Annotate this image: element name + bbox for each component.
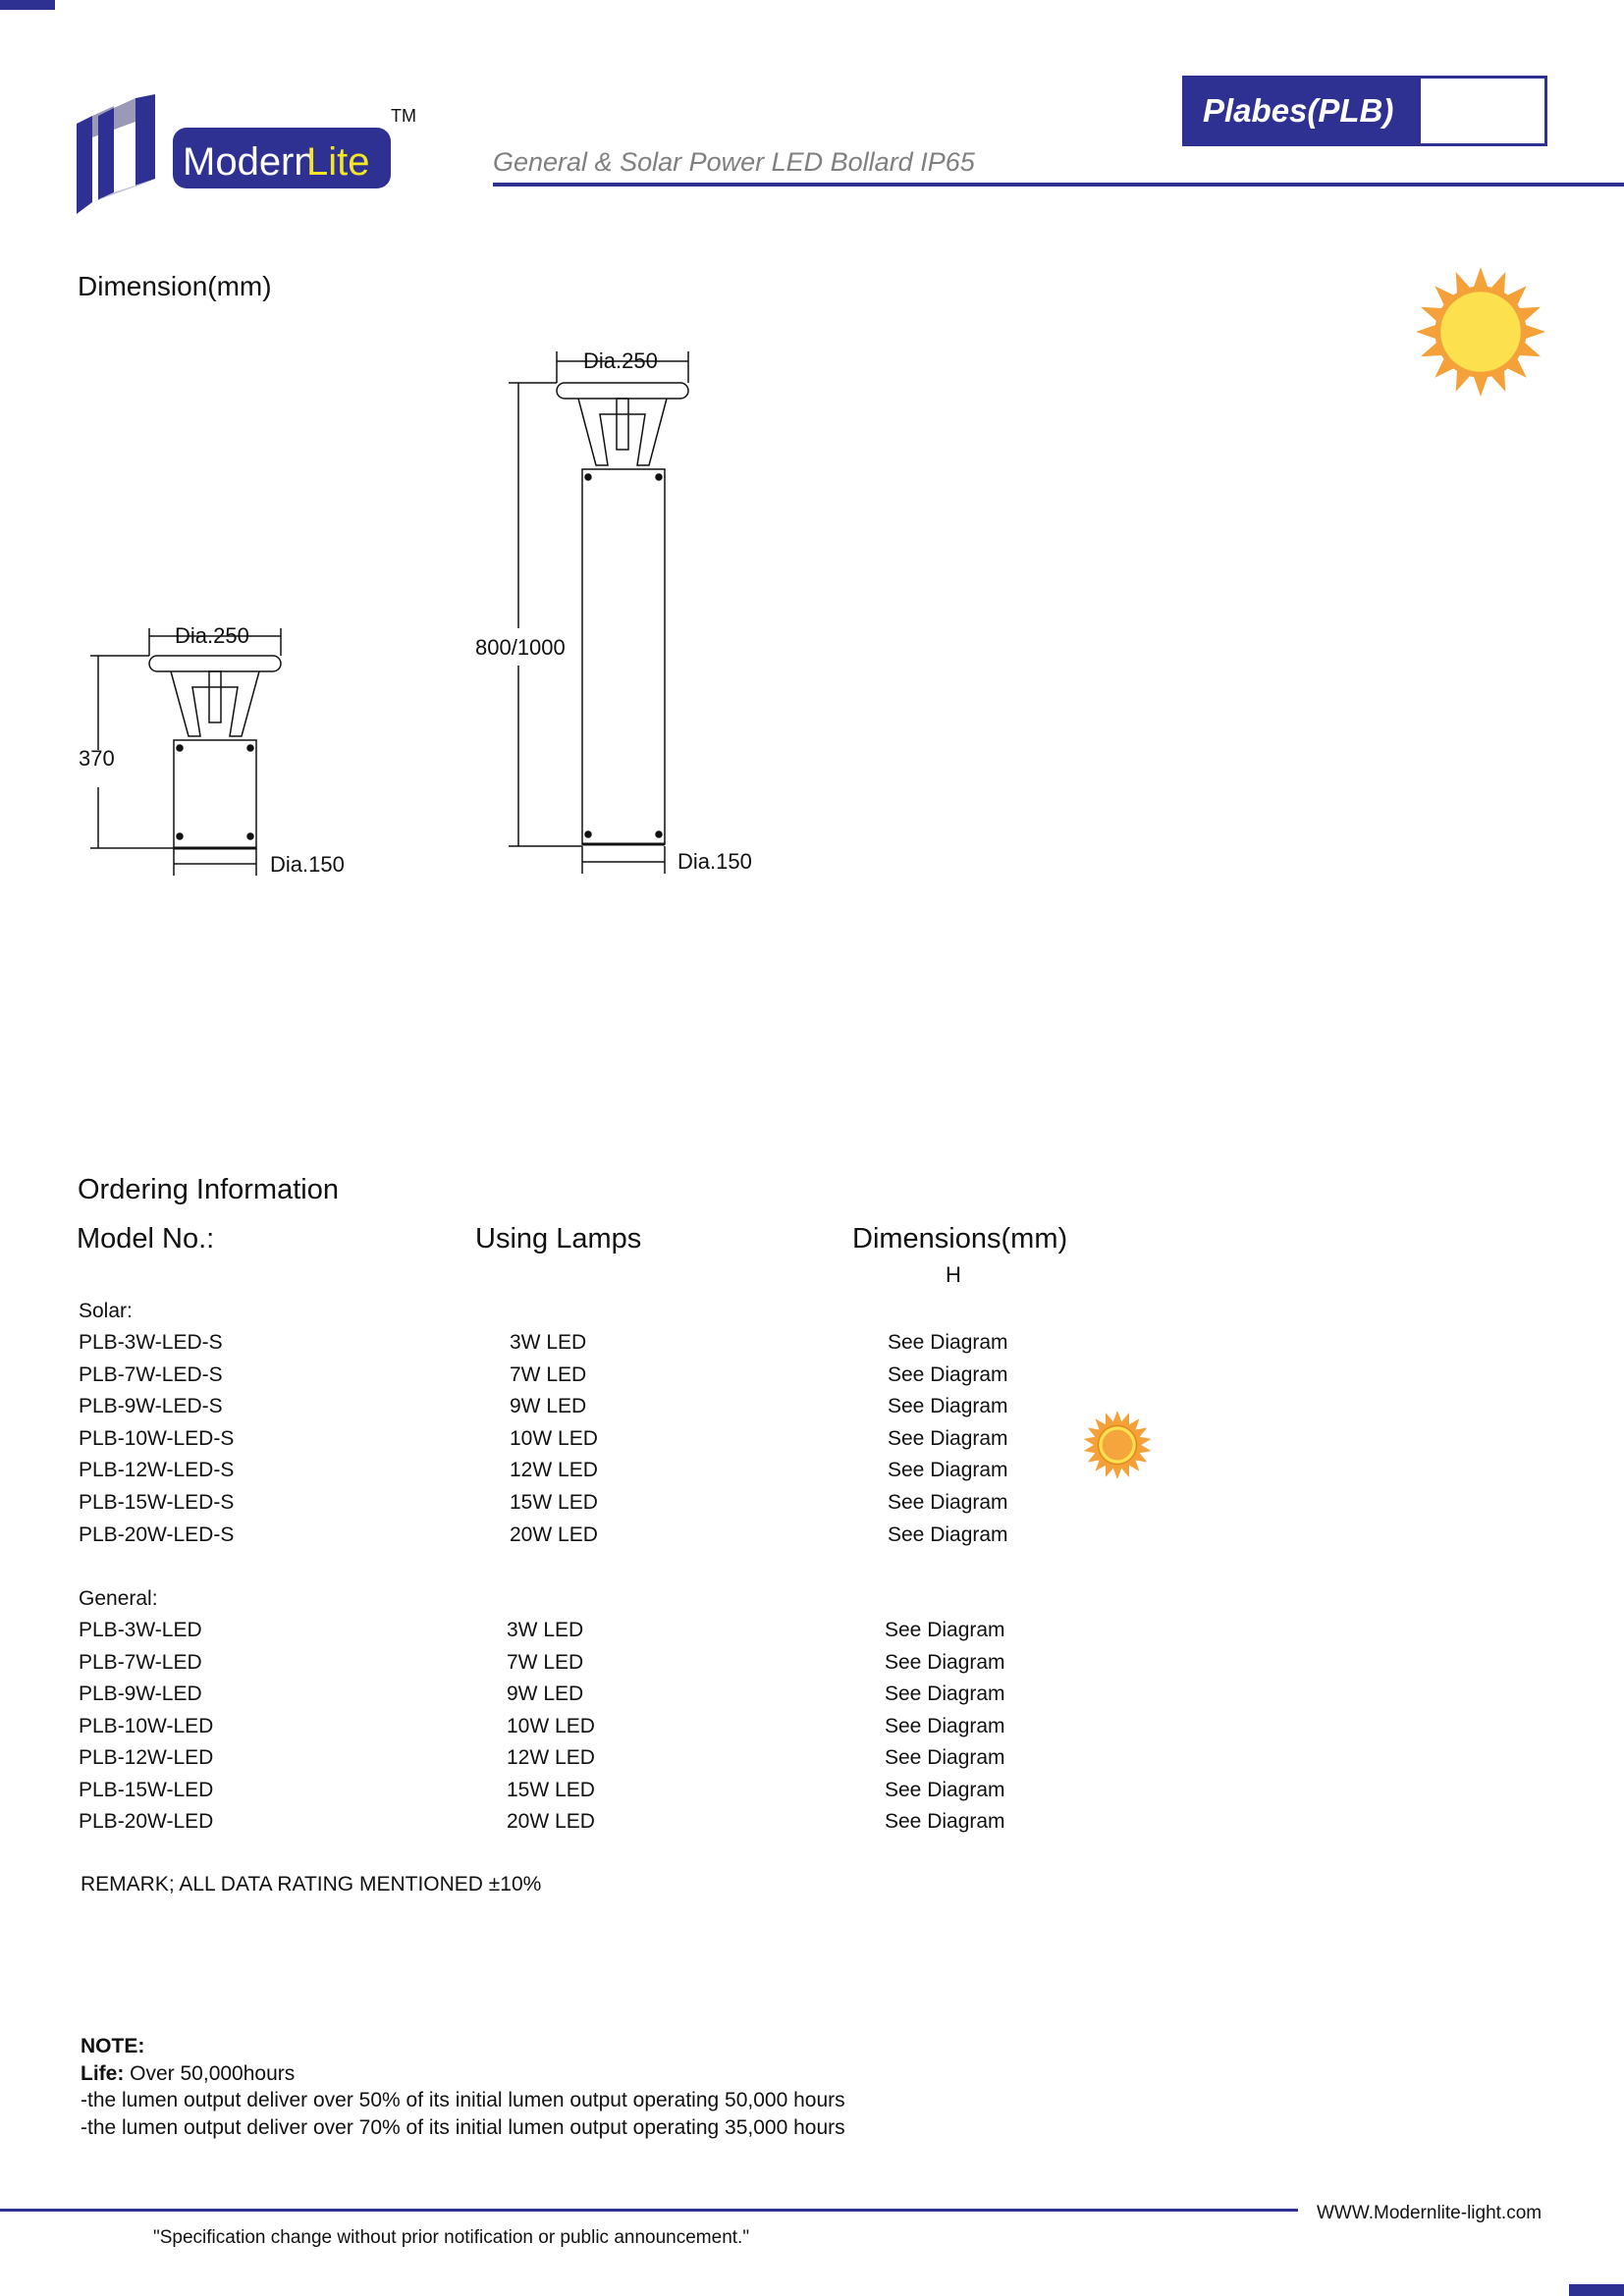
product-badge bbox=[1182, 76, 1547, 146]
note-life-label: Life: bbox=[81, 2062, 125, 2085]
footer-divider bbox=[0, 2209, 1298, 2212]
header-dimensions: Dimensions(mm) bbox=[852, 1223, 1068, 1255]
corner-accent-bottom bbox=[1569, 2284, 1624, 2296]
table-row-model: PLB-15W-LED-S bbox=[79, 1491, 235, 1514]
table-row-dim: See Diagram bbox=[885, 1746, 1005, 1769]
table-row-model: PLB-10W-LED-S bbox=[79, 1427, 235, 1450]
note-line: -the lumen output deliver over 70% of its initial lumen output operating 35,000 hours bbox=[81, 2116, 845, 2139]
table-row-model: PLB-12W-LED bbox=[79, 1746, 214, 1769]
solar-sun-icon bbox=[1082, 1410, 1153, 1480]
table-row-lamp: 10W LED bbox=[507, 1715, 595, 1737]
table-row-model: PLB-7W-LED bbox=[79, 1651, 202, 1674]
table-row-lamp: 20W LED bbox=[507, 1810, 595, 1833]
note-line: -the lumen output deliver over 50% of its initial lumen output operating 50,000 hours bbox=[81, 2089, 845, 2111]
logo-text-lite: Lite bbox=[306, 140, 370, 184]
table-row-dim: See Diagram bbox=[888, 1491, 1008, 1514]
remark-text: REMARK; ALL DATA RATING MENTIONED ±10% bbox=[81, 1873, 542, 1896]
table-row-model: PLB-12W-LED-S bbox=[79, 1459, 235, 1481]
corner-accent-top bbox=[0, 0, 55, 10]
table-row-dim: See Diagram bbox=[888, 1363, 1008, 1386]
table-row-dim: See Diagram bbox=[885, 1619, 1005, 1641]
table-row-dim: See Diagram bbox=[885, 1651, 1005, 1674]
table-row-model: PLB-9W-LED bbox=[79, 1682, 202, 1705]
product-name: Plabes(PLB) bbox=[1203, 92, 1394, 129]
small-base-dia-label: Dia.150 bbox=[270, 852, 345, 877]
table-row-lamp: 9W LED bbox=[507, 1682, 584, 1705]
trademark: TM bbox=[391, 106, 416, 126]
table-row-model: PLB-3W-LED bbox=[79, 1619, 202, 1641]
table-row-dim: See Diagram bbox=[888, 1427, 1008, 1450]
table-row-lamp: 9W LED bbox=[510, 1395, 587, 1417]
table-row-dim: See Diagram bbox=[888, 1459, 1008, 1481]
dimension-drawing bbox=[69, 344, 776, 893]
table-row-lamp: 10W LED bbox=[510, 1427, 598, 1450]
note-life bbox=[81, 2062, 295, 2086]
table-row-dim: See Diagram bbox=[888, 1331, 1008, 1354]
table-row-lamp: 12W LED bbox=[507, 1746, 595, 1769]
note-life-value: Over 50,000hours bbox=[124, 2062, 296, 2085]
modernlite-logo bbox=[75, 94, 428, 217]
table-row-model: PLB-15W-LED bbox=[79, 1779, 214, 1801]
header-dimensions-h: H bbox=[946, 1262, 961, 1287]
table-row-dim: See Diagram bbox=[888, 1523, 1008, 1546]
table-row-dim: See Diagram bbox=[888, 1395, 1008, 1417]
small-height-label: 370 bbox=[79, 746, 115, 771]
table-row-dim: See Diagram bbox=[885, 1810, 1005, 1833]
solar-sun-icon bbox=[1414, 265, 1547, 399]
tall-height-label: 800/1000 bbox=[475, 635, 566, 660]
table-row-dim: See Diagram bbox=[885, 1715, 1005, 1737]
header-model: Model No.: bbox=[77, 1223, 215, 1255]
ordering-title: Ordering Information bbox=[78, 1174, 339, 1205]
table-row-lamp: 3W LED bbox=[507, 1619, 584, 1641]
section-general-label: General: bbox=[79, 1587, 158, 1610]
table-row-lamp: 7W LED bbox=[507, 1651, 584, 1674]
section-solar-label: Solar: bbox=[79, 1300, 133, 1322]
table-row-lamp: 20W LED bbox=[510, 1523, 598, 1546]
table-row-model: PLB-7W-LED-S bbox=[79, 1363, 223, 1386]
table-row-lamp: 15W LED bbox=[510, 1491, 598, 1514]
header-lamps: Using Lamps bbox=[475, 1223, 642, 1255]
table-row-model: PLB-20W-LED-S bbox=[79, 1523, 235, 1546]
table-row-model: PLB-9W-LED-S bbox=[79, 1395, 223, 1417]
small-top-dia-label: Dia.250 bbox=[175, 623, 249, 648]
header-divider bbox=[493, 183, 1624, 187]
dimension-title: Dimension(mm) bbox=[78, 271, 272, 301]
footer-website: WWW.Modernlite-light.com bbox=[1317, 2203, 1543, 2223]
tall-top-dia-label: Dia.250 bbox=[583, 348, 658, 373]
table-row-lamp: 12W LED bbox=[510, 1459, 598, 1481]
table-row-lamp: 7W LED bbox=[510, 1363, 587, 1386]
table-row-model: PLB-20W-LED bbox=[79, 1810, 214, 1833]
logo-text-modern: Modern bbox=[183, 140, 316, 184]
table-row-dim: See Diagram bbox=[885, 1779, 1005, 1801]
table-row-lamp: 3W LED bbox=[510, 1331, 587, 1354]
note-title: NOTE: bbox=[81, 2035, 145, 2057]
table-row-dim: See Diagram bbox=[885, 1682, 1005, 1705]
table-row-model: PLB-3W-LED-S bbox=[79, 1331, 223, 1354]
page-subtitle: General & Solar Power LED Bollard IP65 bbox=[493, 147, 975, 177]
table-row-model: PLB-10W-LED bbox=[79, 1715, 214, 1737]
tall-base-dia-label: Dia.150 bbox=[677, 849, 752, 874]
footer-disclaimer: "Specification change without prior notification or public announcement." bbox=[153, 2227, 750, 2248]
table-row-lamp: 15W LED bbox=[507, 1779, 595, 1801]
